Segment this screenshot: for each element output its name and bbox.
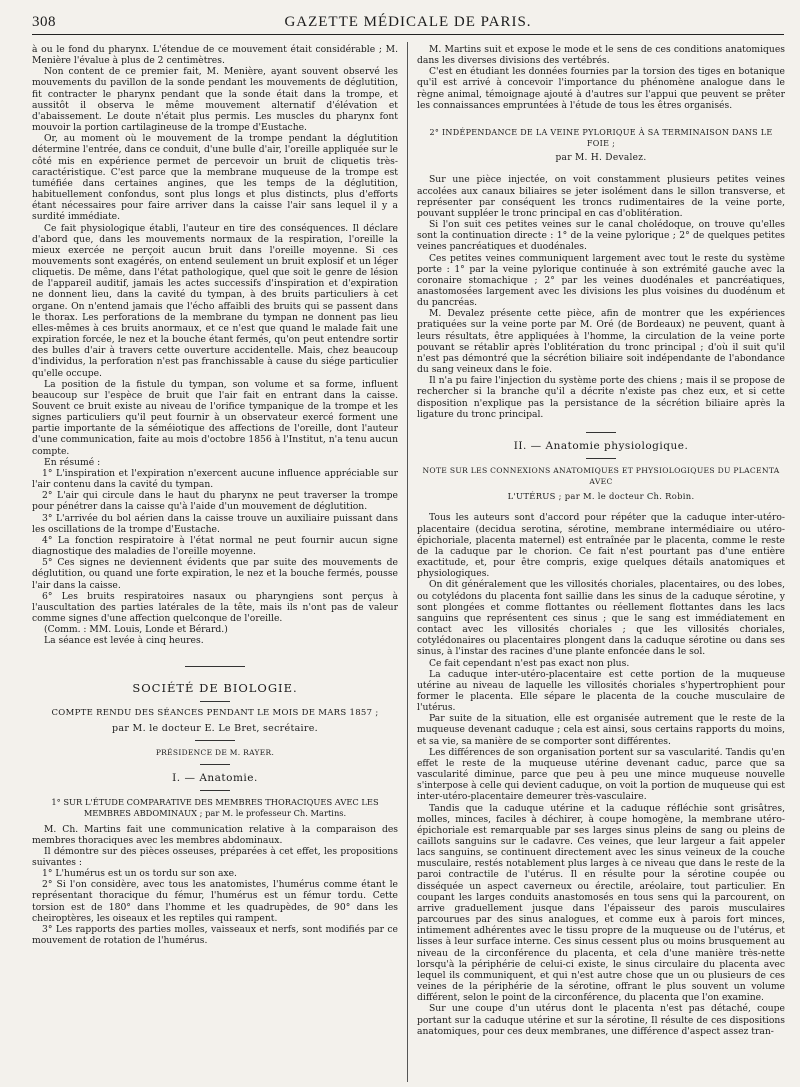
communication-author: par M. H. Devalez. — [555, 153, 647, 164]
left-column — [32, 44, 398, 1080]
paragraph: M. Ch. Martins fait une communication relative à la comparaison des membres thoraciques avec les membres abdominaux. — [32, 823, 398, 846]
section-heading: I. — Anatomie. — [172, 772, 258, 785]
paragraph: C'est en étudiant les données fournies par la torsion des tiges en botanique qu'il est arrivé à concevoir l'importance du phénomène analogue dans le règne animal, témoignage ajouté à d'autres sur l'appui que peuvent se prêter les connaissances empruntées à l'étude de tous les êtres organisés. — [417, 66, 785, 111]
commission-note: (Comm. : MM. Louis, Londe et Bérard.) — [44, 624, 228, 636]
note-author: L'UTÉRUS ; par M. le docteur Ch. Robin. — [507, 491, 695, 502]
paragraph: La caduque inter-utéro-placentaire est cette portion de la muqueuse utérine au niveau de laquelle les villosités choriales s'hypertrophient pour former le placenta. Elle sépare le placenta de la couche musculaire de l'utérus. — [417, 668, 785, 714]
section-rule — [200, 701, 230, 702]
right-column — [417, 44, 785, 1080]
paragraph: La position de la fistule du tympan, son volume et sa forme, influent beaucoup sur l'espèce de bruit que l'air fait en entrant dans la caisse. Souvent ce bruit existe au niveau de l'orifice tympanique de la trompe et les signes particuliers qu'il peut fournir à un observateur exercé forment une partie importante de la séméiotique des affections de l'oreille, dont l'auteur d'une communication, faite au mois d'octobre 1856 à l'Institut, n'a tenu aucun compte. — [32, 378, 398, 457]
conclusion-item: 3° L'arrivée du bol aérien dans la caisse trouve un auxiliaire puissant dans les oscillations de la trompe d'Eustache. — [32, 512, 398, 535]
paragraph: Les différences de son organisation portent sur sa vascularité. Tandis qu'en effet le reste de la muqueuse utérine devenant caduc, parce que sa vascularité diminue, parce que peu à peu une mince muqueuse nouvelle s'interpose à celle qui devient caduque, on voit la portion de muqueuse qui est inter-utéro-placentaire demeurer très-vasculaire. — [417, 746, 785, 803]
paragraph: Par suite de la situation, elle est organisée autrement que le reste de la muqueuse devenant caduque ; cela est ainsi, sous certains rapports du moins, et sa vie, sa manière de se comporter sont différentes. — [417, 713, 785, 747]
paragraph: Sur une pièce injectée, on voit constamment plusieurs petites veines accolées aux canaux biliaires se jeter isolément dans le sillon transverse, et représenter par conséquent les troncs rudimentaires de la veine porte, pouvant suppléer le tronc principal en cas d'oblitération. — [417, 174, 785, 219]
paragraph: à ou le fond du pharynx. L'étendue de ce mouvement était considérable ; M. Menière l'évalue à plus de 2 centimètres. — [32, 44, 398, 67]
paragraph: Non content de ce premier fait, M. Menière, ayant souvent observé les mouvements du pavillon de la sonde pendant les mouvements de déglutition, fit contracter le pharynx pendant que la sonde était dans la trompe, et aussitôt il observa le même mouvement alternatif d'élévation et d'abaissement. Le doute n'était plus permis. Les muscles du pharynx font mouvoir la portion cartilagineuse de la trompe d'Eustache. — [32, 66, 398, 134]
paragraph: M. Martins suit et expose le mode et le sens de ces conditions anatomiques dans les diverses divisions des vertébrés. — [417, 44, 785, 67]
section-rule — [586, 458, 616, 459]
conclusion-item: 6° Les bruits respiratoires nasaux ou pharyngiens sont perçus à l'auscultation des parties latérales de la tête, mais ils n'ont pas de valeur comme signes d'une affection quelconque de l'oreille. — [32, 590, 398, 624]
paragraph: Tandis que la caduque utérine et la caduque réfléchie sont grisâtres, molles, minces, faciles à déchirer, à coupe homogène, la membrane utéro-épichoriale est remarquable par ses larges sinus pleins de sang ou pleins de caillots sanguins sur le cadavre. Ces veines, que leur largeur a fait appeler lacs sanguins, se continuent directement avec les sinus veineux de la couche musculaire, restés notablement plus larges à ce niveau que dans le reste de la paroi contractile de l'utérus. Il en résulte pour la sérotine coupée ou disséquée un aspect caverneux ou érectile, aréolaire, tout particulier. En coupant les larges conduits anastomosés en tous sens qui la parcourent, on arrive graduellement jusque dans l'épaisseur des parois musculaires parcourues par des sinus analogues, et comme eux à parois fort minces, intimement adhérentes avec le tissu propre de la muqueuse ou de l'utérus, et lisses à leur surface interne. Ces sinus cessent plus ou moins brusquement au niveau de la circonférence du placenta, et cela d'une manière très-nette lorsqu'à la périphérie de celui-ci existe, le sinus circulaire du placenta avec lequel ils communiquent, et qui n'est autre chose que un ou plusieurs de ces veines de la périphérie de la sérotine, offrant le plus souvent un volume différent, selon le point de la circonférence, du placenta que l'on examine. — [417, 802, 785, 1004]
proposition-item: 3° Les rapports des parties molles, vaisseaux et nerfs, sont modifiés par ce mouvement de rotation de l'humérus. — [32, 923, 398, 947]
section-rule — [185, 666, 245, 667]
section-rule — [195, 740, 235, 741]
paragraph: Ce fait cependant n'est pas exact non plus. — [429, 657, 630, 669]
report-author: par M. le docteur E. Le Bret, secrétaire. — [112, 722, 318, 734]
section-rule — [586, 432, 616, 433]
resume-label: En résumé : — [44, 456, 101, 468]
page-number: 308 — [32, 14, 56, 30]
paragraph: Si l'on suit ces petites veines sur le canal cholédoque, on trouve qu'elles sont la continuation directe : 1° de la veine pylorique ; 2° de quelques petites veines pancréatiques et duodénales. — [417, 219, 785, 253]
conclusion-item: 4° La fonction respiratoire à l'état normal ne peut fournir aucun signe diagnostique des maladies de l'oreille moyenne. — [32, 534, 398, 558]
report-title: COMPTE RENDU DES SÉANCES PENDANT LE MOIS DE MARS 1857 ; — [51, 707, 379, 718]
paragraph: Ces petites veines communiquent largement avec tout le reste du système porte : 1° par la veine pylorique continuée à son extrémité gauche avec la coronaire stomachique ; 2° par les veines duodénales et pancréatiques, anastomosées largement avec les divisions les plus voisines du duodénum et du pancréas. — [417, 252, 785, 309]
society-title: SOCIÉTÉ DE BIOLOGIE. — [132, 681, 298, 696]
paragraph: Or, au moment où le mouvement de la trompe pendant la déglutition détermine l'entrée, dans ce conduit, d'une bulle d'air, l'oreille appliquée sur le côté mis en expérience permet de percevoir un bruit de cliquetis très-caractéristique. C'est parce que la membrane muqueuse de la trompe est tuméfiée dans certaines angines, que les temps de la déglutition, habituellement confondus, sont plus longs et plus distincts, plus d'efforts étant nécessaires pour faire arriver dans la caisse l'air sans lequel il y a surdité immédiate. — [32, 133, 398, 223]
communication-title: 2° INDÉPENDANCE DE LA VEINE PYLORIQUE À SA TERMINAISON DANS LE FOIE ; — [429, 127, 773, 149]
paragraph: On dit généralement que les villosités choriales, placentaires, ou des lobes, ou cotylédons du placenta font saillie dans les sinus de la caduque sérotine, y sont plongées et comme flottantes ou réellement flottantes dans les lacs sanguins que représentent ces sinus ; que le sang est immédiatement en contact avec les villosités choriales ; que les villosités choriales, cotylédonaires ou placentaires plongent dans la caduque sérotine ou dans ses sinus, à l'instar des racines d'une plante enfoncée dans le sol. — [417, 579, 785, 658]
proposition-item: 1° L'humérus est un os tordu sur son axe. — [42, 868, 237, 880]
page-header — [32, 14, 784, 35]
session-closing: La séance est levée à cinq heures. — [44, 635, 204, 647]
proposition-item: 2° Si l'on considère, avec tous les anatomistes, l'humérus comme étant le représentant thoracique du fémur, l'humérus est un fémur tordu. Cette torsion est de 180° dans l'homme et les quadrupèdes, de 90° dans les cheiroptères, les oiseaux et les reptiles qui rampent. — [32, 879, 398, 924]
paragraph: Sur une coupe d'un utérus dont le placenta n'est pas détaché, coupe portant sur la caduque utérine et sur la sérotine, Il résulte de ces dispositions anatomiques, pour ces deux membranes, une différence d'aspect assez tran- — [417, 1003, 785, 1037]
presidency: PRÉSIDENCE DE M. RAYER. — [155, 747, 275, 757]
paragraph: Il n'a pu faire l'injection du système porte des chiens ; mais il se propose de rechercher si la branche qu'il a décrite n'existe pas chez eux, et si cette disposition n'explique pas la persistance de la sécrétion biliaire après la ligature du tronc principal. — [417, 375, 785, 420]
paragraph: Ce fait physiologique établi, l'auteur en tire des conséquences. Il déclare d'abord que, dans les mouvements normaux de la respiration, l'oreille la mieux exercée ne perçoit aucun bruit dans l'oreille moyenne. Si ces mouvements sont exagérés, on entend seulement un bruit explosif et un léger cliquetis. De même, dans l'état pathologique, quel que soit le genre de lésion de l'appareil auditif, jamais les actes successifs d'inspiration et d'expiration ne donnent lieu, dans la cavité du tympan, à des bruits particuliers à cet organe. On n'entend jamais que l'écho affaibli des bruits qui se passent dans le thorax. Les perforations de la membrane du tympan ne donnent pas lieu elles-mêmes à ces bruits anormaux, et ce n'est que quand le malade fait une expiration forcée, le nez et la bouche étant fermés, qu'on peut entendre sortir des bulles d'air à travers cette ouverture accidentelle. Mais, chez beaucoup d'individus, la perforation n'est pas franchissable à cause du siége particulier qu'elle occupe. — [32, 222, 398, 379]
section-heading: II. — Anatomie physiologique. — [513, 439, 689, 452]
conclusion-item: 1° L'inspiration et l'expiration n'exercent aucune influence appréciable sur l'air contenu dans la cavité du tympan. — [32, 467, 398, 491]
paragraph: Il démontre sur des pièces osseuses, préparées à cet effet, les propositions suivantes : — [32, 845, 398, 868]
section-rule — [200, 790, 230, 791]
section-rule — [200, 764, 230, 765]
communication-title: 1° SUR L'ÉTUDE COMPARATIVE DES MEMBRES THORACIQUES AVEC LES MEMBRES ABDOMINAUX ; par M. le professeur Ch. Martins. — [51, 797, 379, 819]
journal-title: GAZETTE MÉDICALE DE PARIS. — [284, 14, 532, 30]
paragraph: M. Devalez présente cette pièce, afin de montrer que les expériences pratiquées sur la veine porte par M. Oré (de Bordeaux) ne peuvent, quant à leurs résultats, être appliquées à l'homme, la circulation de la veine porte pouvant se rétablir après l'oblitération du tronc principal ; d'où il suit qu'il n'est pas démontré que la sécrétion biliaire soit indépendante de l'abondance du sang veineux dans le foie. — [417, 308, 785, 376]
column-divider — [407, 42, 408, 1082]
note-title: NOTE SUR LES CONNEXIONS ANATOMIQUES ET PHYSIOLOGIQUES DU PLACENTA AVEC — [422, 466, 780, 487]
conclusion-item: 5° Ces signes ne deviennent évidents que par suite des mouvements de déglutition, ou quand une forte expiration, le nez et la bouche fermés, pousse l'air dans la caisse. — [32, 557, 398, 591]
conclusion-item: 2° L'air qui circule dans le haut du pharynx ne peut traverser la trompe pour pénétrer dans la caisse qu'à l'aide d'un mouvement de déglutition. — [32, 490, 398, 513]
paragraph: Tous les auteurs sont d'accord pour répéter que la caduque inter-utéro-placentaire (decidua serotina, sérotine, membrane intermédiaire ou utéro-épichoriale, placenta maternel) est entraînée par le placenta, comme le reste de la caduque par le chorion. Ce fait n'est pourtant pas d'une entière exactitude, et, pour être compris, exige quelques détails anatomiques et physiologiques. — [417, 512, 785, 580]
